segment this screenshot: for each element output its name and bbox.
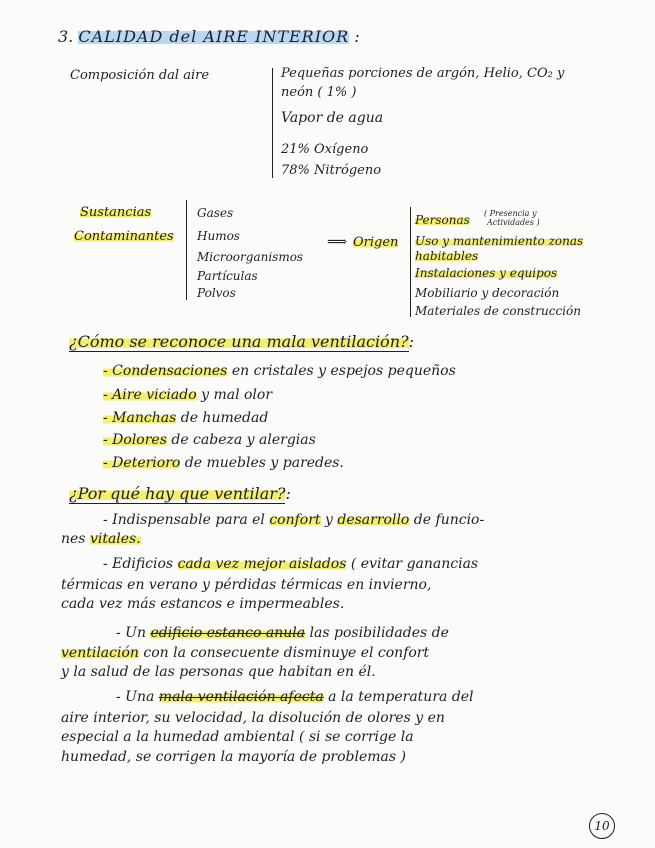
paragraph-1-line-1: - Indispensable para el confort y desarrollo de funcio-: [103, 512, 485, 528]
sign-item: - Aire viciado y mal olor: [103, 387, 273, 403]
origin-arrow: ⟹: [327, 234, 348, 250]
composition-item: 21% Oxígeno: [281, 142, 369, 157]
contaminants-bracket: [186, 200, 187, 300]
paragraph-4-line-4: humedad, se corrigen la mayoría de problemas ): [61, 749, 406, 765]
question-1: ¿Cómo se reconoce una mala ventilación?:: [69, 332, 414, 351]
paragraph-2-line-3: cada vez más estancos e impermeables.: [61, 596, 345, 612]
origin-label: Origen: [353, 235, 399, 250]
section-title-line: [58, 27, 360, 46]
origin-uso: Uso y mantenimiento zonas: [415, 234, 584, 248]
paragraph-2-line-2: térmicas en verano y pérdidas térmicas en invierno,: [61, 577, 432, 593]
origin-mobiliario: Mobiliario y decoración: [415, 286, 560, 300]
contaminant-type: Microorganismos: [197, 250, 304, 264]
contaminant-type: Humos: [197, 229, 240, 243]
sign-item: - Deterioro de muebles y paredes.: [103, 455, 344, 471]
sign-item: - Manchas de humedad: [103, 410, 269, 426]
section-number: 3.: [58, 27, 74, 46]
section-title-colon: :: [354, 27, 360, 46]
paragraph-4-line-1: - Una mala ventilación afecta a la temperatura del: [116, 689, 474, 705]
origin-materiales: Materiales de construcción: [415, 304, 581, 318]
composition-item: neón ( 1% ): [281, 85, 357, 100]
section-title: CALIDAD del AIRE INTERIOR: [78, 27, 350, 46]
origin-personas-note-2: Actividades ): [487, 218, 540, 227]
composition-item: Vapor de agua: [281, 110, 384, 126]
paragraph-3-line-3: y la salud de las personas que habitan en él.: [61, 664, 376, 680]
paragraph-1-line-2: nes vitales.: [61, 531, 141, 547]
paragraph-4-line-2: aire interior, su velocidad, la disolución de olores y en: [61, 710, 445, 726]
composition-label: Composición dal aire: [70, 68, 210, 83]
paragraph-3-line-2: ventilación con la consecuente disminuye el confort: [61, 645, 430, 661]
sign-item: - Condensaciones en cristales y espejos pequeños: [103, 363, 456, 379]
sign-item: - Dolores de cabeza y alergias: [103, 432, 316, 448]
composition-item: Pequeñas porciones de argón, Helio, CO₂ y: [281, 66, 565, 81]
contaminants-label-1: Sustancias: [80, 205, 152, 220]
contaminant-type: Partículas: [197, 269, 258, 283]
origin-bracket: [410, 207, 411, 317]
origin-personas: Personas: [415, 213, 470, 227]
paragraph-4-line-3: especial a la humedad ambiental ( si se corrige la: [61, 729, 414, 745]
paragraph-3-line-1: - Un edificio estanco anula las posibilidades de: [116, 625, 449, 641]
origin-instalaciones: Instalaciones y equipos: [415, 266, 558, 280]
paragraph-2-line-1: - Edificios cada vez mejor aislados ( evitar ganancias: [103, 556, 479, 572]
origin-personas-note-1: ( Presencia y: [484, 209, 537, 218]
composition-item: 78% Nitrógeno: [281, 163, 382, 178]
composition-bracket: [272, 68, 273, 178]
contaminant-type: Polvos: [197, 286, 236, 300]
origin-uso-2: habitables: [415, 249, 479, 263]
page-number: 10: [589, 813, 615, 839]
contaminant-type: Gases: [197, 206, 234, 220]
question-2: ¿Por qué hay que ventilar?:: [69, 484, 291, 503]
contaminants-label-2: Contaminantes: [74, 229, 174, 244]
